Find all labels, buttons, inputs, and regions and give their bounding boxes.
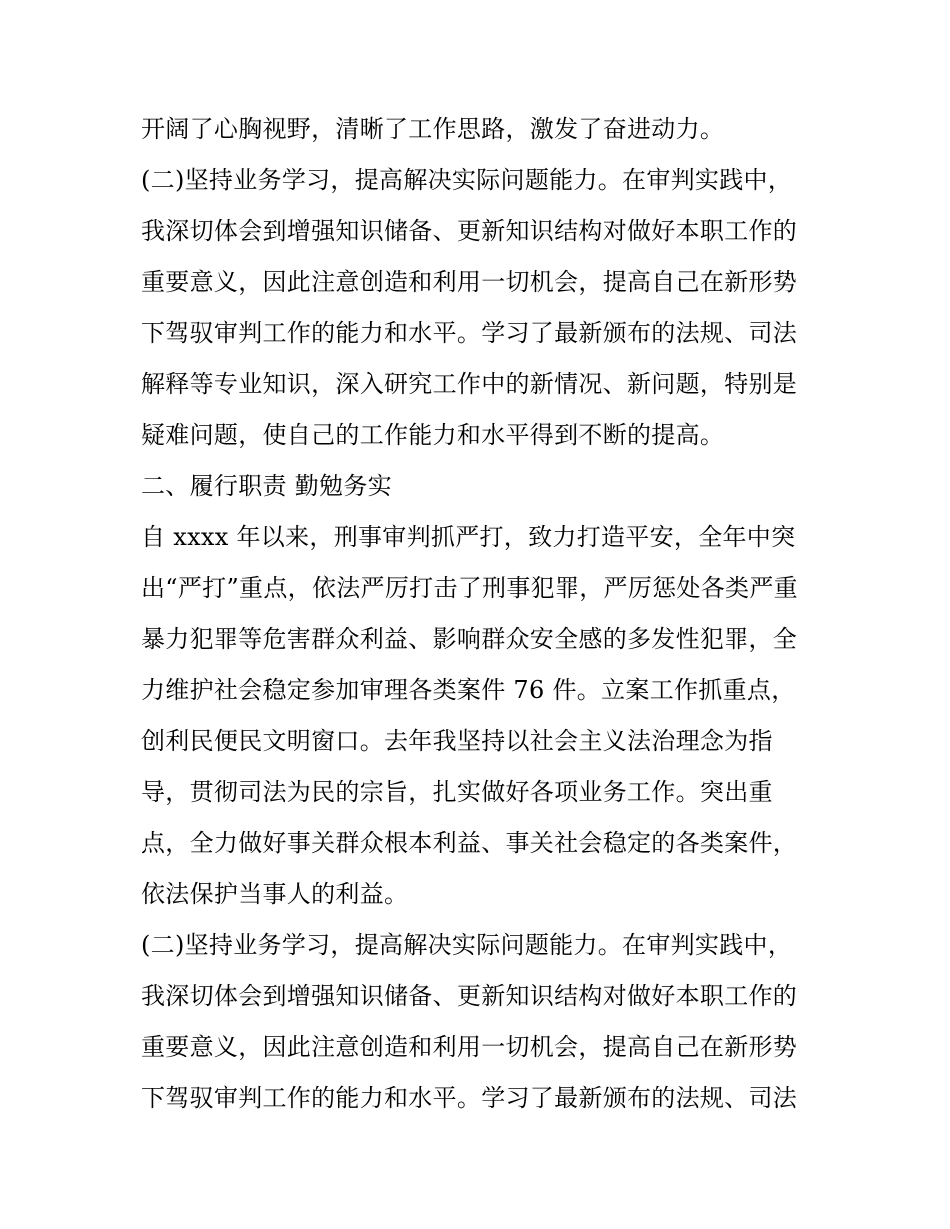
text-line-18: 我深切体会到增强知识储备、更新知识结构对做好本职工作的 <box>141 982 798 1010</box>
text-line-12: 力维护社会稳定参加审理各类案件 76 件。立案工作抓重点， <box>141 676 796 704</box>
text-line-14: 导，贯彻司法为民的宗旨，扎实做好各项业务工作。突出重 <box>141 778 773 806</box>
text-line-5: 下驾驭审判工作的能力和水平。学习了最新颁布的法规、司法 <box>141 319 798 347</box>
text-line-19: 重要意义，因此注意创造和利用一切机会，提高自己在新形势 <box>141 1033 798 1061</box>
text-line-20: 下驾驭审判工作的能力和水平。学习了最新颁布的法规、司法 <box>141 1084 798 1112</box>
text-line-15: 点，全力做好事关群众根本利益、事关社会稳定的各类案件， <box>141 829 798 857</box>
text-line-9: 自 xxxx 年以来，刑事审判抓严打，致力打造平安，全年中突 <box>141 523 796 551</box>
text-line-3: 我深切体会到增强知识储备、更新知识结构对做好本职工作的 <box>141 217 798 245</box>
document-body <box>141 104 821 1124</box>
text-line-13: 创利民便民文明窗口。去年我坚持以社会主义法治理念为指 <box>141 727 773 755</box>
text-line-7: 疑难问题，使自己的工作能力和水平得到不断的提高。 <box>141 421 725 449</box>
text-line-1: 开阔了心胸视野，清晰了工作思路，激发了奋进动力。 <box>141 115 725 143</box>
text-line-2: (二)坚持业务学习，提高解决实际问题能力。在审判实践中， <box>141 166 793 194</box>
text-line-16: 依法保护当事人的利益。 <box>141 880 409 908</box>
text-line-6: 解释等专业知识，深入研究工作中的新情况、新问题，特别是 <box>141 370 798 398</box>
text-line-11: 暴力犯罪等危害群众利益、影响群众安全感的多发性犯罪，全 <box>141 625 798 653</box>
text-line-17: (二)坚持业务学习，提高解决实际问题能力。在审判实践中， <box>141 931 793 959</box>
text-line-4: 重要意义，因此注意创造和利用一切机会，提高自己在新形势 <box>141 268 798 296</box>
text-line-10: 出“严打”重点，依法严厉打击了刑事犯罪，严厉惩处各类严重 <box>141 574 798 602</box>
section-heading: 二、履行职责 勤勉务实 <box>141 472 392 500</box>
